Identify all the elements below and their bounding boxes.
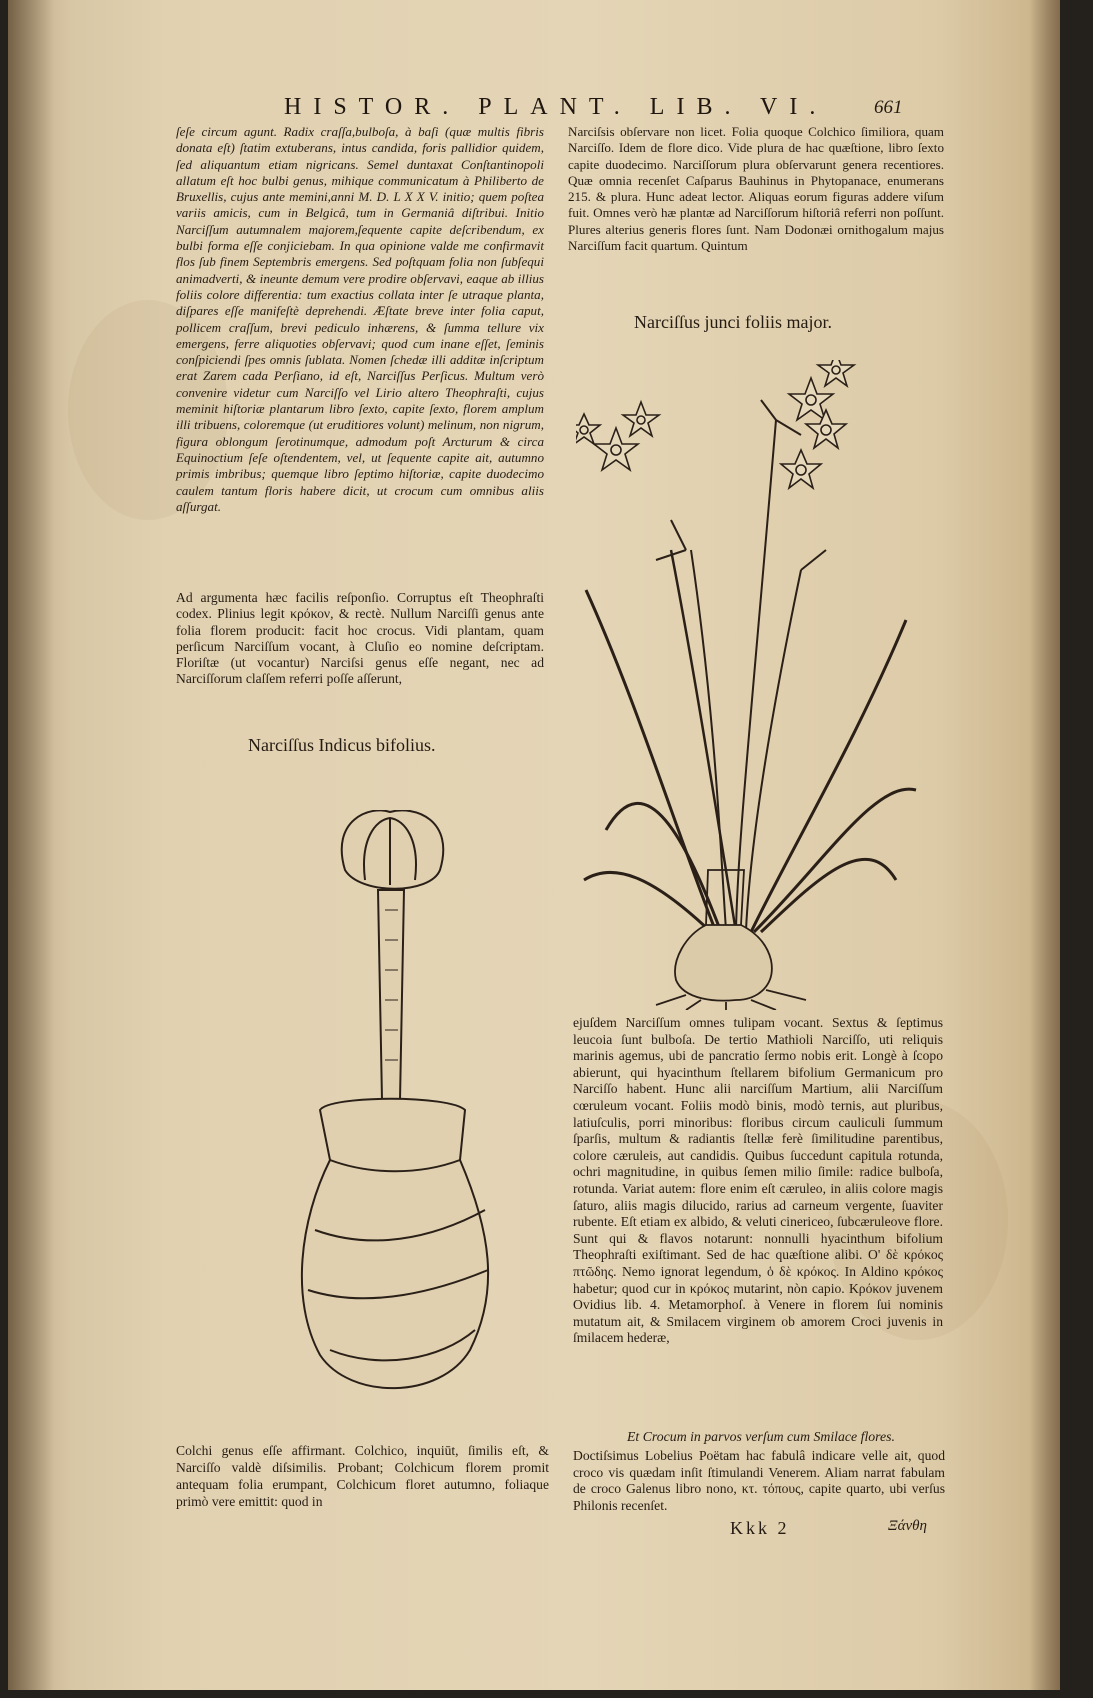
left-column-bottom-text: Colchi genus eſſe affirmant. Colchico, inquiūt, ſimilis eſt, & Narciſſo valdè diſsimilis. Probant; Colchicum florem promit antequam folia erumpant, Colchicum floret autumno, foliaque primò vere emittit: quod in <box>176 1443 549 1509</box>
caption-narcissus-indicus: Narciſſus Indicus bifolius. <box>248 735 436 755</box>
folio-number: 661 <box>874 97 903 118</box>
right-column-bottom-text: Doctiſsimus Lobelius Poëtam hac fabulâ indicare velle ait, quod croco vis quædam inſit ſtimulandi Venerem. Aliam narrat fabulam de croco Galenus libro nono, κτ. τόπους, capite quarto, ubi verſus Philonis recenſet. <box>573 1448 945 1513</box>
caption-narcissus-junci: Narciſſus junci foliis major. <box>634 312 832 332</box>
running-head: HISTOR. PLANT. LIB. VI. <box>284 94 828 120</box>
catchword: Ξάνθη <box>888 1518 927 1534</box>
bulb-woodcut <box>290 810 495 1410</box>
right-column-top-text: Narciſsis obſervare non licet. Folia quoque Colchico ſimiliora, quam Narciſſo. Idem de flore dico. Vide plura de hac quæſtione, libro ſexto capite duodecimo. Narciſſorum plura obſervarunt genera recentiores. Quæ omnia recenſet Caſparus Bauhinus in Phytopanace, enumerans 215. & plura. Hunc adeat lector. Aliquas eorum figuras addere viſum fuit. Omnes verò hæ plantæ ad Narciſſorum hiſtoriâ referri non poſſunt. Plures alterius generis flores ſunt. Nam Dodonæi ornithogalum majus Narciſſum facit quartum. Quintum <box>568 124 944 254</box>
ovid-quote: Et Crocum in parvos verſum cum Smilace flores. <box>627 1429 895 1444</box>
page-edge <box>1030 0 1060 1690</box>
book-page <box>8 0 1060 1690</box>
left-column-mid-text: Ad argumenta hæc facilis reſponſio. Corruptus eſt Theophraſti codex. Plinius legit κρόκον, & rectè. Nullum Narciſſi genus ante folia florem producit: facit hoc crocus. Vidi plantam, quam perſicum Narciſſum vocant, à Cluſio eo nomine deſcriptam. Floriſtæ (ut vocantur) Narciſsi genus eſſe negant, nec ad Narciſſorum claſſem referri poſſe aſſerunt, <box>176 590 544 687</box>
left-column-top-text: ſeſe circum agunt. Radix craſſa,bulboſa, à baſi (quæ multis fibris donata eſt) ſtatim extuberans, intus candida, foris pallidior quidem, ſed aliquantum etiam nigricans. Semel duntaxat Conſtantinopoli allatum eſt hoc bulbi genus, mihique communicatum à Philiberto de Bruxellis, cujus ante memini,anni M. D. L X X V. initio; quem poſtea variis amicis, cum in Belgicâ, tum in Germaniâ diſtribui. Initio Narciſſum autumnalem majorem,ſequente capite deſcribendum, ex bulbi forma eſſe conjiciebam. In qua opinione valde me confirmavit flos ſub finem Septembris emergens. Sed poſtquam folia non ſubſequi animadverti, & ineunte demum vere prodire obſervavi, eaque ab illius foliis colore differentia: tum exactius collata inter ſe utraque planta, diſpares eſſe manifeſtè deprehendi. Æſtate breve inter folia caput, pollicem craſſum, brevi pediculo inhærens, & ſumma tellure vix emergens, ferre aliquoties obſervavi; quod cum inane eſſet, ſeminis conſpiciendi ſpes omnis ſublata. Nomen ſchedæ illi additæ inſcriptum erat Zarem cada Perſiano, id eſt, Narciſſus Perſicus. Multum verò convenire videtur cum Narciſſo vel Lirio altero Theophraſti, cujus meminit hiſtoriæ plantarum libro ſexto, capite ſexto, florem amplum illi tribuens, coloremque (ut eruditiores volunt) melinum, non nigrum, figura oblongum ſerotinumque, admodum poſt Arcturum & circa Equinoctium ſeſe oſtendentem, vel, ut ſequente capite ait, autumno primis imbribus; quemque libro ſeptimo hiſtoriæ, capite duodecimo caulem tantum floris habere dicit, ut crocum cum omnibus aliis aſſurgat. <box>176 124 544 514</box>
narcissus-plant-woodcut <box>576 360 948 1010</box>
right-column-mid-text: ejuſdem Narciſſum omnes tulipam vocant. Sextus & ſeptimus leucoia ſunt bulboſa. De tertio Mathioli Narciſſo, uti reliquis marinis agemus, ubi de pancratio ſermo nobis erit. Longè à ſcopo abierunt, qui hyacinthum ſtellarem bifolium Germanicum pro Narciſſo habent. Hunc alii narciſſum Martium, alii Narciſſum cœruleum vocant. Foliis modò binis, modò ternis, aut pluribus, latiuſculis, porri minoribus: floribus circum cauliculi ſummum ſparſis, multum & radiantis ſtellæ ferè ſimilitudine parentibus, colore cæruleis, aut candidis. Quibus ſuccedunt capitula rotunda, ochri magnitudine, in quibus ſemen milio ſimile: radice bulboſa, rotunda. Variat autem: flore enim eſt cæruleo, in aliis colore magis ſaturo, aliis magis dilucido, rarius ad carneum vergente, ſuaviter rubente. Eſt etiam ex albido, & veluti cinericeo, ſubcæruleove flore. Sunt qui & flavos notarunt: nonnulli hyacinthum bifolium Theophraſti exiſtimant. Sed de hac quæſtione alibi. Ο' δὲ κρόκος πτῶδης. Nemo ignorat legendum, ὁ δὲ κρόκος. In Aldino κρόκος habetur; quod cur in κρόκος mutarint, nòn capio. Κρόκον juvenem Ovidius lib. 4. Metamorphoſ. à Venere in florem ſui nominis mutatum ait, & Smilacem virginem ob amorem Croci juvenis in ſmilacem hederæ, <box>573 1015 943 1346</box>
gutter-shadow <box>8 0 54 1690</box>
signature-mark: Kkk 2 <box>730 1518 790 1538</box>
